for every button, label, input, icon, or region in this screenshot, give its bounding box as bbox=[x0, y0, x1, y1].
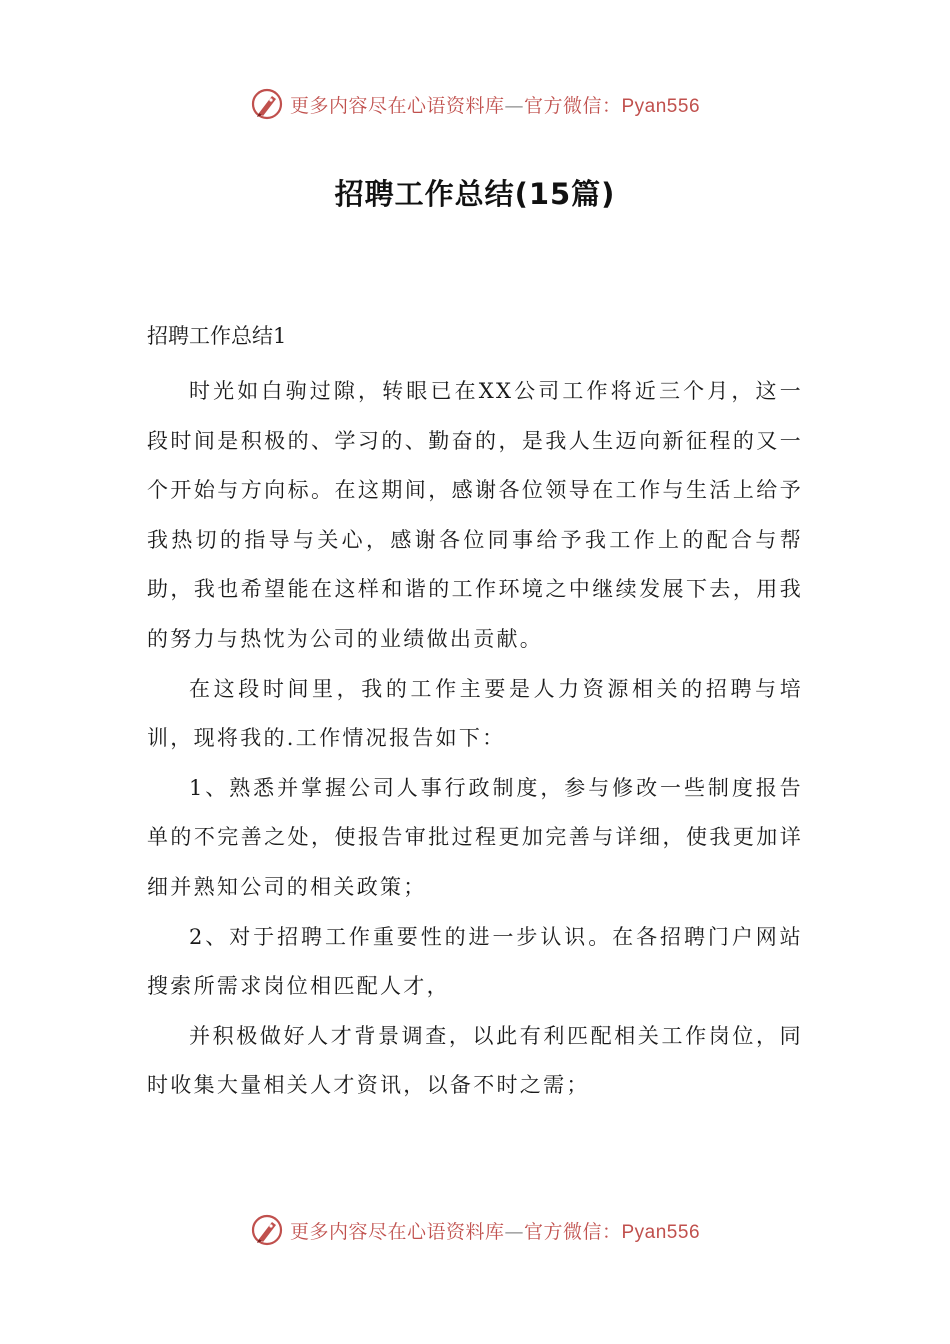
watermark-separator: — bbox=[504, 1220, 524, 1243]
watermark-id: Pyan556 bbox=[621, 95, 701, 117]
watermark-separator: — bbox=[504, 94, 524, 117]
watermark-text bbox=[290, 91, 700, 118]
body-paragraph: 2、对于招聘工作重要性的进一步认识。在各招聘门户网站搜索所需求岗位相匹配人才， bbox=[147, 924, 803, 999]
watermark-official: 官方微信： bbox=[523, 1220, 622, 1243]
document-body bbox=[147, 315, 803, 1111]
section-heading: 招聘工作总结1 bbox=[147, 324, 287, 348]
document-title: 招聘工作总结(15篇) bbox=[334, 177, 616, 211]
watermark-main: 更多内容尽在心语资料库 bbox=[289, 94, 505, 117]
watermark-main: 更多内容尽在心语资料库 bbox=[289, 1220, 505, 1243]
pen-nib-logo-icon bbox=[250, 1213, 284, 1247]
watermark-text bbox=[290, 1217, 700, 1244]
watermark-id: Pyan556 bbox=[621, 1221, 701, 1243]
body-paragraph: 在这段时间里，我的工作主要是人力资源相关的招聘与培训，现将我的.工作情况报告如下： bbox=[147, 676, 803, 751]
body-paragraph: 1、熟悉并掌握公司人事行政制度，参与修改一些制度报告单的不完善之处，使报告审批过程更加完善与详细，使我更加详细并熟知公司的相关政策； bbox=[147, 775, 803, 899]
footer-watermark bbox=[0, 1210, 950, 1250]
header-watermark bbox=[0, 84, 950, 124]
watermark-official: 官方微信： bbox=[523, 94, 622, 117]
pen-nib-logo-icon bbox=[250, 87, 284, 121]
body-paragraph: 时光如白驹过隙，转眼已在XX公司工作将近三个月，这一段时间是积极的、学习的、勤奋的，是我人生迈向新征程的又一个开始与方向标。在这期间，感谢各位领导在工作与生活上给予我热切的指导与关心，感谢各位同事给予我工作上的配合与帮助，我也希望能在这样和谐的工作环境之中继续发展下去，用我的努力与热忱为公司的业绩做出贡献。 bbox=[147, 379, 803, 651]
body-paragraph: 并积极做好人才背景调查，以此有利匹配相关工作岗位，同时收集大量相关人才资讯，以备不时之需； bbox=[147, 1023, 803, 1098]
